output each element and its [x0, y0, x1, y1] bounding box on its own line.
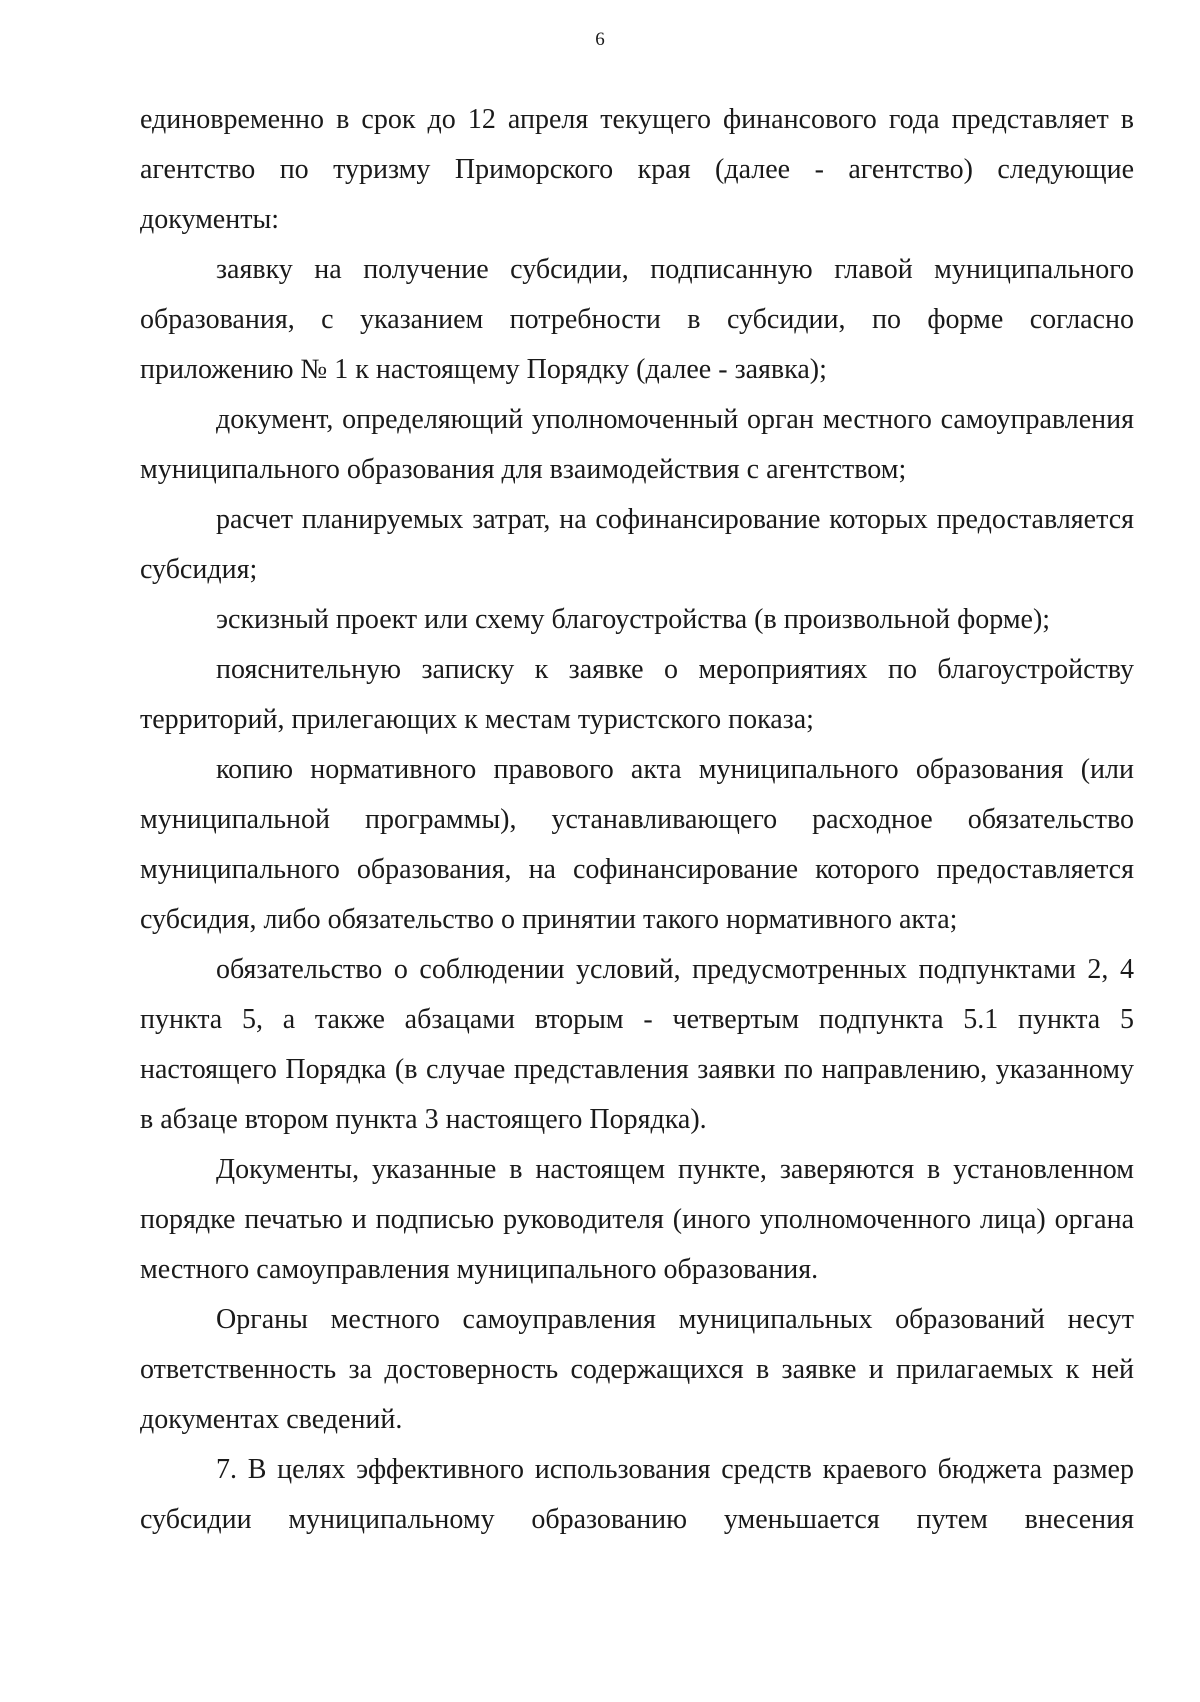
paragraph-conditions-obligation: обязательство о соблюдении условий, предусмотренных подпунктами 2, 4 пункта 5, а также абзацами вторым - четвертым подпункта 5.1 пункта 5 настоящего Порядка (в случае представления заявки по направлению, указанному в абзаце втором пункта 3 настоящего Порядка).	[140, 954, 1134, 1135]
paragraph-sketch-project: эскизный проект или схему благоустройства (в произвольной форме);	[216, 604, 1051, 635]
paragraph-item-7: 7. В целях эффективного использования средств краевого бюджета размер субсидии муниципальному образованию уменьшается путем внесения	[140, 1454, 1134, 1535]
paragraph-normative-act-copy: копию нормативного правового акта муниципального образования (или муниципальной программы), устанавливающего расходное обязательство муниципального образования, на софинансирование которого предоставляется субсидия, либо обязательство о принятии такого нормативного акта;	[140, 754, 1134, 935]
paragraph-authorized-body-document: документ, определяющий уполномоченный орган местного самоуправления муниципального образования для взаимодействия с агентством;	[140, 404, 1134, 485]
paragraph-explanatory-note: пояснительную записку к заявке о мероприятиях по благоустройству территорий, прилегающих к местам туристского показа;	[140, 654, 1134, 735]
paragraph-cost-calculation: расчет планируемых затрат, на софинансирование которых предоставляется субсидия;	[140, 504, 1134, 585]
document-body	[140, 95, 1134, 1545]
paragraph-subsidy-application: заявку на получение субсидии, подписанную главой муниципального образования, с указанием потребности в субсидии, по форме согласно приложению № 1 к настоящему Порядку (далее - заявка);	[140, 254, 1134, 385]
paragraph-responsibility: Органы местного самоуправления муниципальных образований несут ответственность за достоверность содержащихся в заявке и прилагаемых к ней документах сведений.	[140, 1304, 1134, 1435]
page-number: 6	[595, 29, 605, 50]
paragraph-documents-certification: Документы, указанные в настоящем пункте, заверяются в установленном порядке печатью и подписью руководителя (иного уполномоченного лица) органа местного самоуправления муниципального образования.	[140, 1154, 1134, 1285]
paragraph-submission-deadline: единовременно в срок до 12 апреля текущего финансового года представляет в агентство по туризму Приморского края (далее - агентство) следующие документы:	[140, 104, 1134, 235]
